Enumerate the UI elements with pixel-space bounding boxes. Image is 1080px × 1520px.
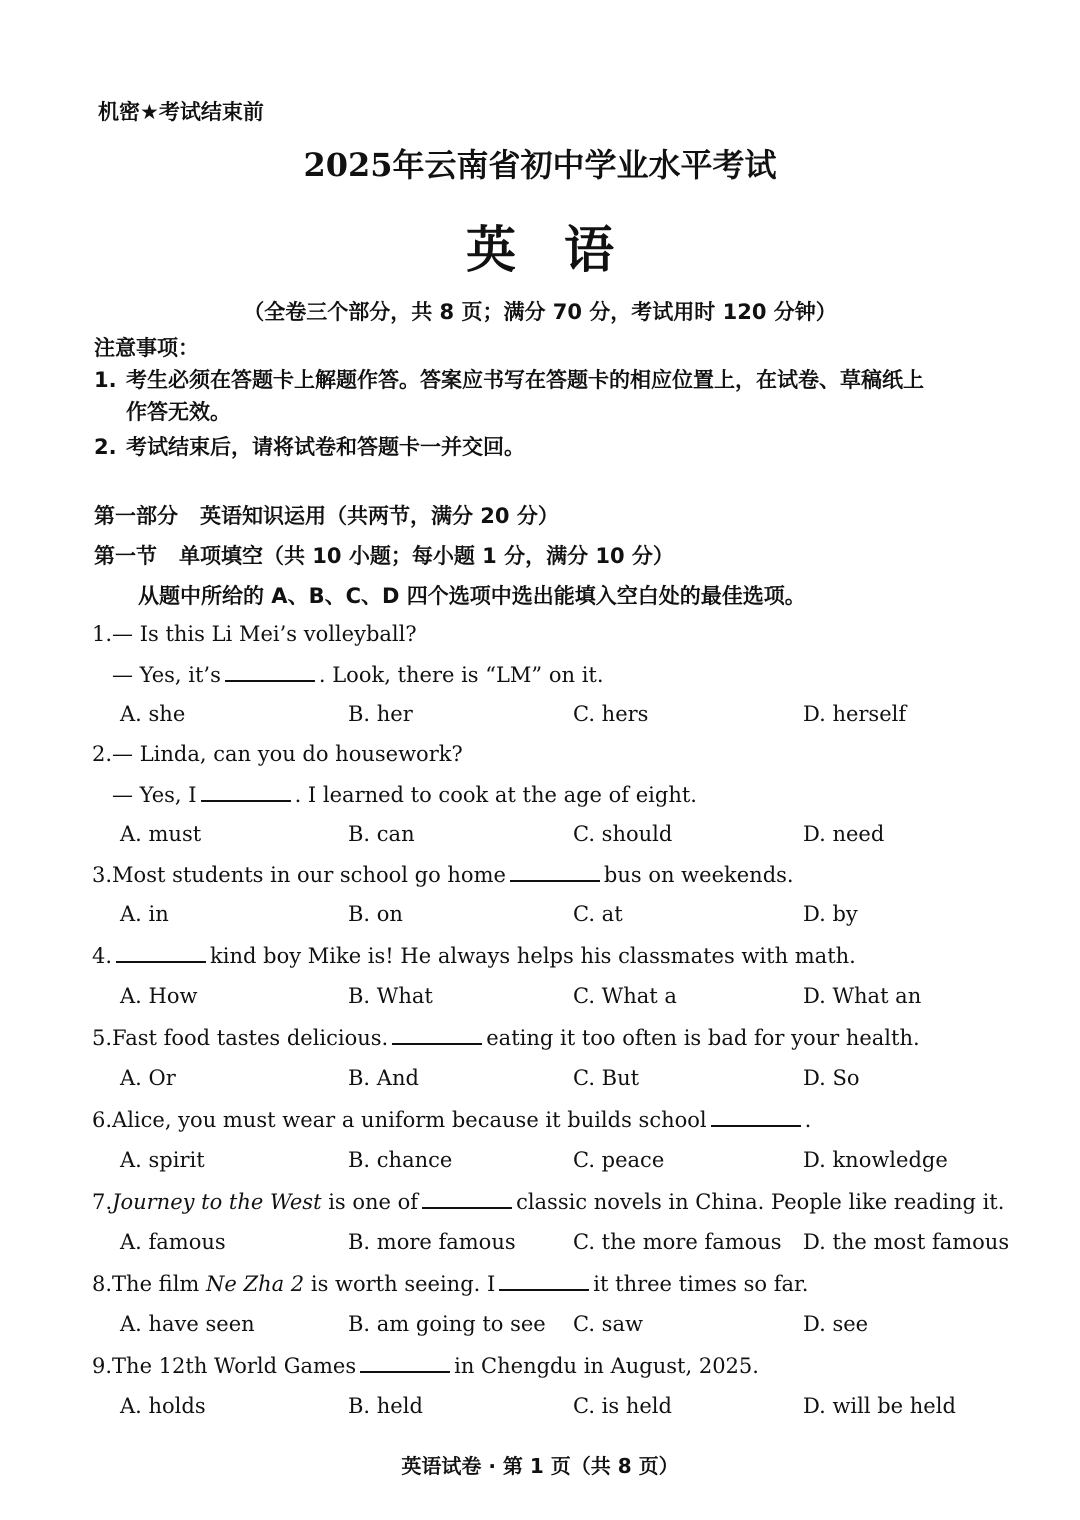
note-text: 考生必须在答题卡上解题作答。答案应书写在答题卡的相应位置上，在试卷、草稿纸上 [126,368,924,392]
question-1-line-1: 1.— Is this Li Mei’s volleyball? [92,622,417,646]
option-c: C. the more famous [573,1230,782,1254]
confidential-label: 机密★考试结束前 [98,100,264,124]
answer-blank [360,1353,450,1373]
answer-blank [499,1271,589,1291]
option-a: A. famous [120,1230,226,1254]
question-number: 3. [92,863,113,887]
notes-title: 注意事项： [94,336,199,360]
answer-blank [510,862,600,882]
option-c: C. should [573,822,673,846]
question-number: 7. [92,1190,113,1214]
option-c: C. at [573,902,623,926]
option-a: A. Or [120,1066,176,1090]
option-d: D. the most famous [803,1230,1010,1254]
answer-blank [422,1189,512,1209]
question-4-stem: 4. kind boy Mike is! He always helps his classmates with math. [92,944,856,968]
section-heading [94,540,674,570]
option-b: B. on [348,902,403,926]
exam-title: 2025年云南省初中学业水平考试 [303,146,777,184]
option-b: B. her [348,702,413,726]
note-number: 1. [94,368,117,392]
question-2-line-2: — Yes, I . I learned to cook at the age of eight. [112,783,697,807]
book-title: Journey to the West [112,1190,322,1214]
note-text: 考试结束后，请将试卷和答题卡一并交回。 [126,435,525,459]
answer-blank [116,943,206,963]
part-heading [94,500,559,530]
option-a: A. have seen [120,1312,255,1336]
question-number: 5. [92,1026,113,1050]
note-text-continued: 作答无效。 [126,400,231,424]
note-item-1 [94,364,1004,428]
question-number: 9. [92,1354,113,1378]
option-d: D. herself [803,702,907,726]
option-a: A. How [120,984,198,1008]
question-2-line-1: 2.— Linda, can you do housework? [92,742,463,766]
option-b: B. can [348,822,415,846]
section-instruction: 从题中所给的 A、B、C、D 四个选项中选出能填入空白处的最佳选项。 [138,584,806,608]
answer-blank [392,1025,482,1045]
answer-blank [711,1107,801,1127]
question-number: 2. [92,742,113,766]
question-8-stem: 8.The film Ne Zha 2 is worth seeing. I it three times so far. [92,1272,809,1296]
exam-info: （全卷三个部分，共 8 页；满分 70 分，考试用时 120 分钟） [243,300,837,324]
option-d: D. need [803,822,885,846]
note-item-2 [94,431,1004,463]
option-b: B. am going to see [348,1312,546,1336]
question-6-stem: 6.Alice, you must wear a uniform because it builds school . [92,1108,812,1132]
option-c: C. is held [573,1394,672,1418]
option-c: C. hers [573,702,649,726]
subject-title: 英语 [466,220,662,279]
option-a: A. spirit [120,1148,205,1172]
question-number: 1. [92,622,113,646]
question-1-line-2: — Yes, it’s . Look, there is “LM” on it. [112,663,604,687]
question-3-stem: 3.Most students in our school go home bus on weekends. [92,863,794,887]
option-c: C. But [573,1066,640,1090]
question-9-stem: 9.The 12th World Games in Chengdu in August, 2025. [92,1354,759,1378]
option-b: B. What [348,984,433,1008]
option-a: A. she [120,702,186,726]
answer-blank [225,662,315,682]
question-number: 6. [92,1108,113,1132]
option-a: A. must [120,822,202,846]
option-d: D. will be held [803,1394,956,1418]
option-b: B. more famous [348,1230,516,1254]
option-a: A. in [120,902,169,926]
option-b: B. held [348,1394,423,1418]
question-7-stem: 7.Journey to the West is one of classic novels in China. People like reading it. [92,1190,1005,1214]
option-c: C. saw [573,1312,643,1336]
part-title: 英语知识运用（共两节，满分 20 分） [200,504,559,528]
question-5-stem: 5.Fast food tastes delicious. eating it too often is bad for your health. [92,1026,920,1050]
option-d: D. So [803,1066,860,1090]
section-title: 单项填空（共 10 小题；每小题 1 分，满分 10 分） [179,544,674,568]
section-name: 第一节 [94,544,157,568]
option-d: D. by [803,902,858,926]
option-b: B. And [348,1066,419,1090]
option-d: D. knowledge [803,1148,948,1172]
option-d: D. see [803,1312,869,1336]
option-d: D. What an [803,984,922,1008]
option-c: C. What a [573,984,677,1008]
option-a: A. holds [120,1394,206,1418]
option-b: B. chance [348,1148,453,1172]
page-footer: 英语试卷 · 第 1 页（共 8 页） [401,1454,679,1478]
answer-blank [201,782,291,802]
part-name: 第一部分 [94,504,178,528]
note-number: 2. [94,435,117,459]
question-number: 4. [92,944,113,968]
question-number: 8. [92,1272,113,1296]
option-c: C. peace [573,1148,665,1172]
film-title: Ne Zha 2 [206,1272,305,1296]
